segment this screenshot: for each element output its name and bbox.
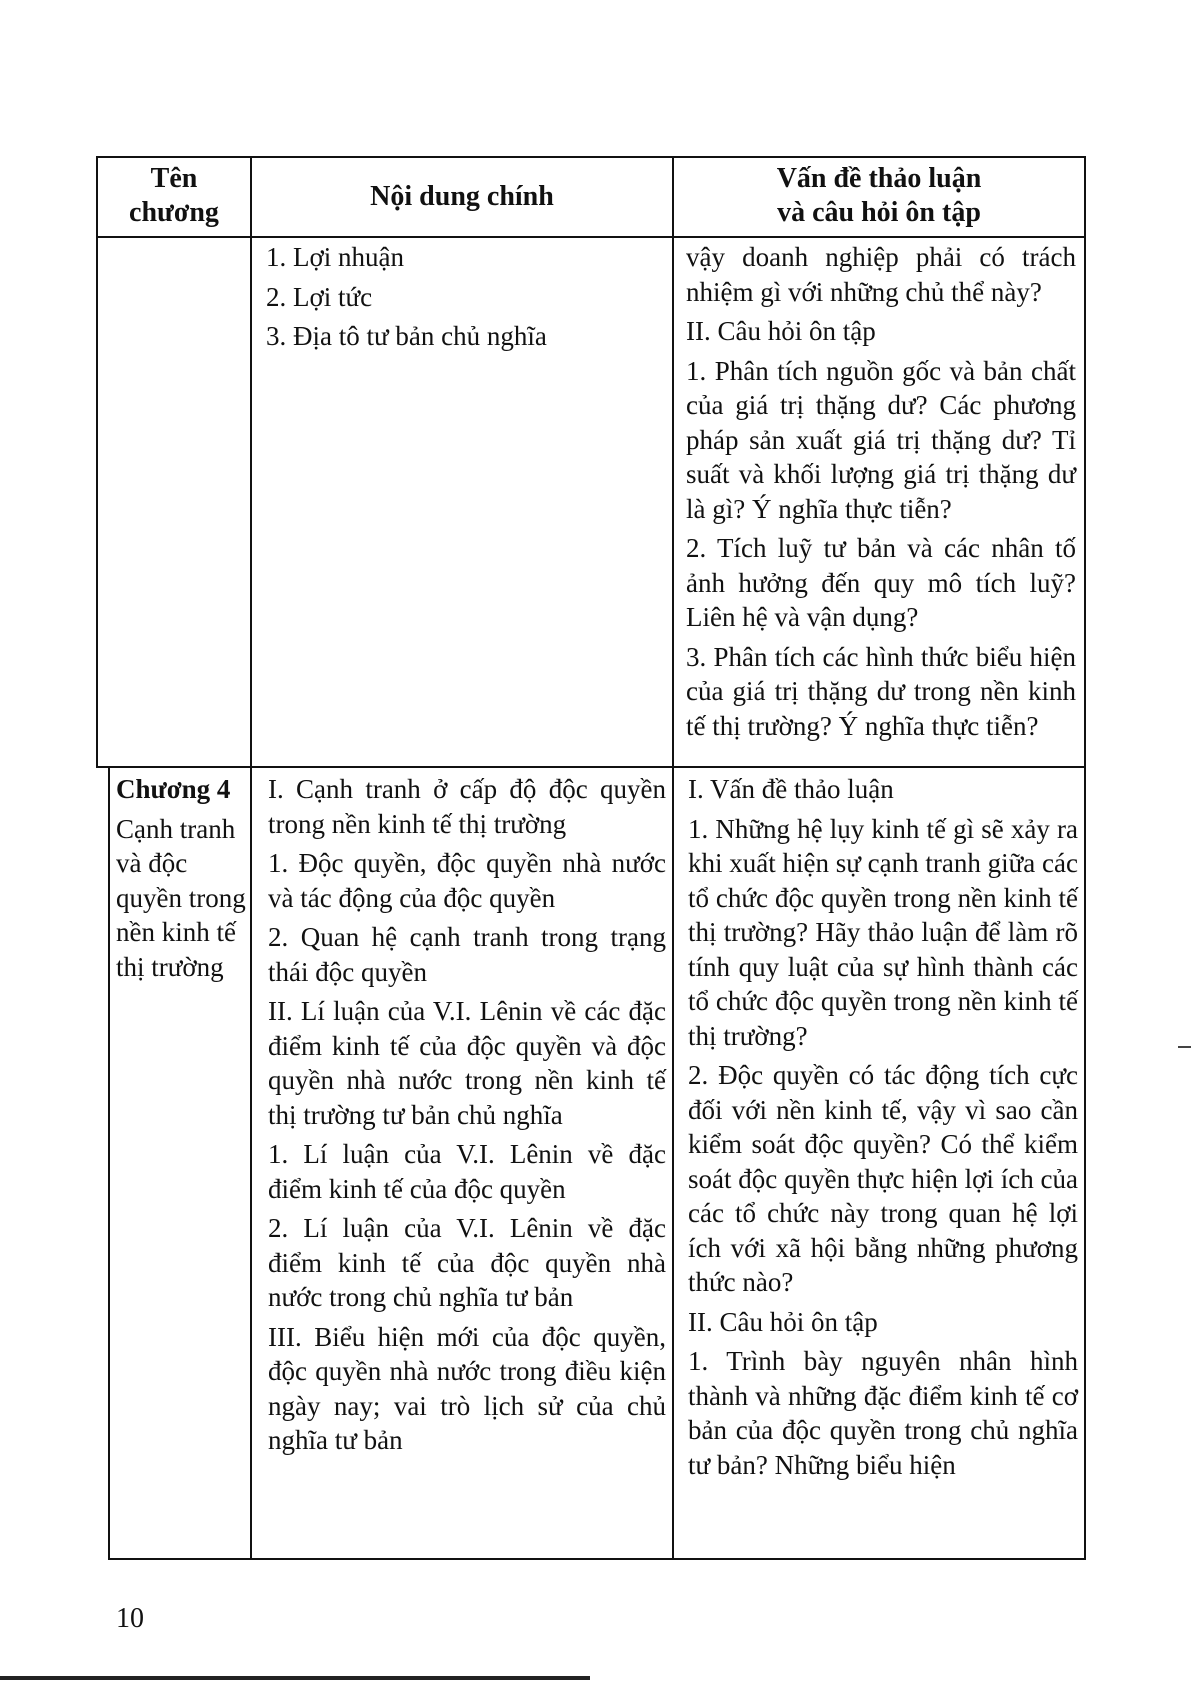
- list-item: 1. Những hệ lụy kinh tế gì sẽ xảy ra khi xuất hiện sự cạnh tranh giữa các tổ chức độc quyền trong nền kinh tế thị trường? Hãy thảo luận để làm rõ tính quy luật của sự hình thành các tổ chức độc quyền trong nền kinh tế thị trường?: [688, 813, 1078, 1051]
- header-chapter-line2: chương: [129, 197, 219, 228]
- row2-content: [268, 772, 666, 1463]
- page-number: 10: [116, 1603, 144, 1634]
- table-border-left-top: [96, 156, 98, 766]
- header-discussion-line1: Vấn đề thảo luận: [776, 163, 982, 194]
- table-border-right: [1084, 156, 1086, 1560]
- scan-mark: [1178, 1046, 1191, 1048]
- list-item: II. Câu hỏi ôn tập: [688, 1306, 878, 1337]
- row2-chapter: [116, 772, 246, 989]
- list-item: 3. Địa tô tư bản chủ nghĩa: [266, 321, 547, 351]
- header-chapter-line1: Tên: [150, 163, 198, 194]
- list-item: II. Câu hỏi ôn tập: [686, 316, 876, 346]
- syllabus-table: [96, 156, 1086, 1560]
- header-discussion: [676, 162, 1082, 230]
- header-discussion-line2: và câu hỏi ôn tập: [777, 197, 981, 228]
- list-item: II. Lí luận của V.I. Lênin về các đặc điểm kinh tế của độc quyền và độc quyền nhà nước trong nền kinh tế thị trường tư bản chủ nghĩa: [268, 996, 666, 1130]
- list-item: 2. Lí luận của V.I. Lênin về đặc điểm kinh tế của độc quyền nhà nước trong chủ nghĩa tư bản: [268, 1213, 666, 1312]
- list-item: III. Biểu hiện mới của độc quyền, độc quyền nhà nước trong điều kiện ngày nay; vai trò lịch sử của chủ nghĩa tư bản: [268, 1321, 666, 1455]
- row-divider: [96, 766, 1086, 768]
- list-item: 1. Phân tích nguồn gốc và bản chất của giá trị thặng dư? Các phương pháp sản xuất giá trị thặng dư? Tỉ suất và khối lượng giá trị thặng dư là gì? Ý nghĩa thực tiễn?: [686, 355, 1076, 524]
- table-border-left-bottom: [108, 766, 110, 1560]
- list-item: 1. Trình bày nguyên nhân hình thành và những đặc điểm kinh tế cơ bản của độc quyền trong chủ nghĩa tư bản? Những biểu hiện: [688, 1346, 1078, 1480]
- list-item: vậy doanh nghiệp phải có trách nhiệm gì với những chủ thể này?: [686, 242, 1076, 307]
- list-item: I. Vấn đề thảo luận: [688, 774, 894, 804]
- list-item: 1. Lí luận của V.I. Lênin về đặc điểm kinh tế của độc quyền: [268, 1139, 666, 1204]
- row2-discussion: [688, 772, 1078, 1487]
- column-divider-2: [672, 156, 674, 1560]
- list-item: 1. Độc quyền, độc quyền nhà nước và tác động của độc quyền: [268, 848, 666, 913]
- scan-edge: [0, 1676, 590, 1680]
- list-item: 3. Phân tích các hình thức biểu hiện của giá trị thặng dư trong nền kinh tế thị trường? Ý nghĩa thực tiễn?: [686, 641, 1076, 741]
- header-chapter: [100, 162, 248, 230]
- list-item: 2. Độc quyền có tác động tích cực đối với nền kinh tế, vậy vì sao cần kiểm soát độc quyền? Có thể kiểm soát độc quyền thực hiện lợi ích của các tổ chức này trong quan hệ lợi ích với xã hội bằng những phương thức nào?: [688, 1060, 1078, 1297]
- chapter-label: Chương 4: [116, 774, 231, 804]
- list-item: 1. Lợi nhuận: [266, 242, 405, 272]
- header-content: Nội dung chính: [370, 181, 554, 212]
- list-item: 2. Lợi tức: [266, 281, 373, 312]
- header-divider: [96, 236, 1086, 238]
- column-divider-1: [250, 156, 252, 1560]
- row1-discussion: [686, 240, 1076, 748]
- list-item: 2. Quan hệ cạnh tranh trong trạng thái độc quyền: [268, 922, 666, 987]
- chapter-title: Cạnh tranh và độc quyền trong nền kinh tế thị trường: [116, 813, 246, 982]
- row1-content: [266, 240, 662, 359]
- list-item: 2. Tích luỹ tư bản và các nhân tố ảnh hưởng đến quy mô tích luỹ? Liên hệ và vận dụng?: [686, 533, 1076, 632]
- table-border-bottom: [108, 1558, 1086, 1560]
- table-border-top: [96, 156, 1086, 158]
- list-item: I. Cạnh tranh ở cấp độ độc quyền trong nền kinh tế thị trường: [268, 774, 666, 839]
